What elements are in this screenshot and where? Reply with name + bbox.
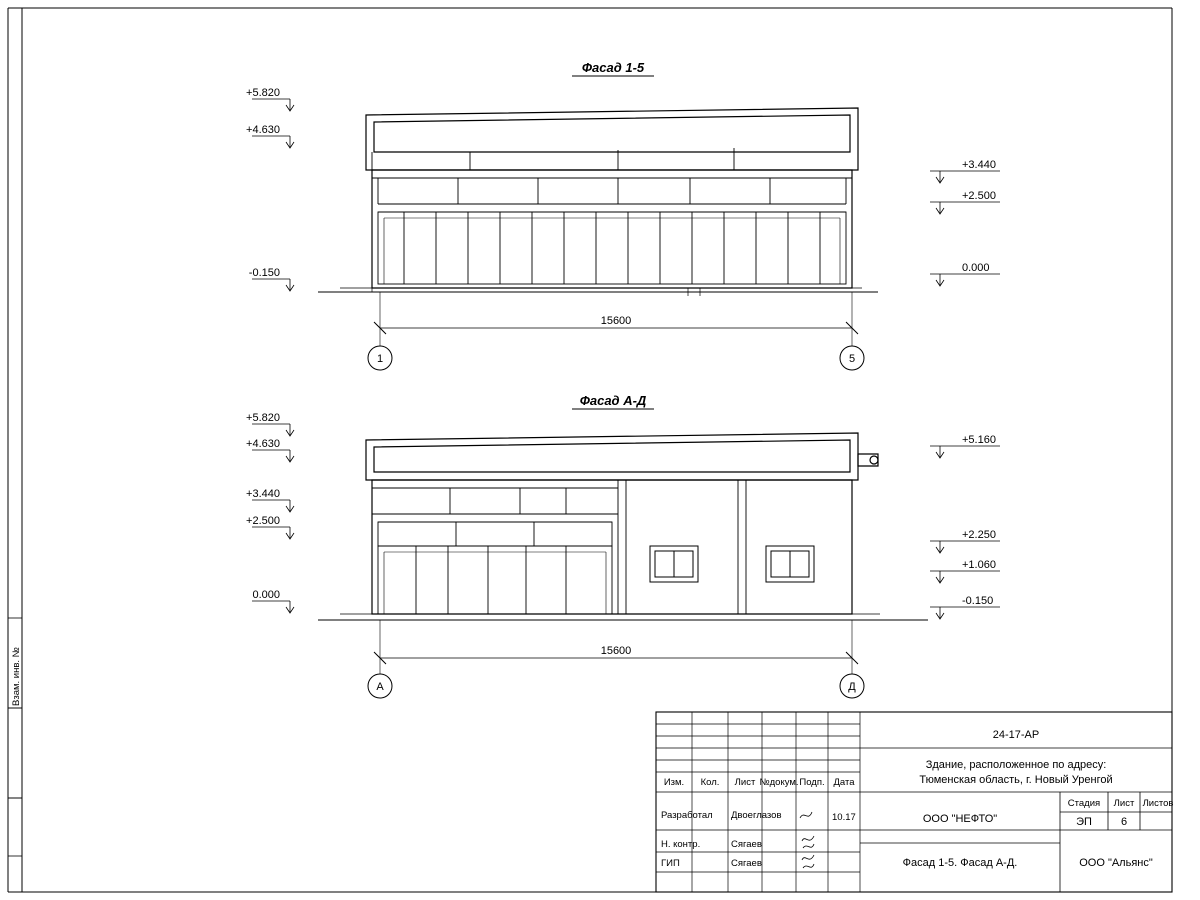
level-mark-text: +4.630: [246, 438, 280, 450]
sheet-header: Лист: [1113, 798, 1135, 809]
facade-1-5-group: [246, 60, 1000, 370]
title-block: [656, 712, 1173, 892]
level-mark-text: +5.820: [246, 412, 280, 424]
facade-a-d-upper-glazing: [378, 522, 612, 546]
signature-mark: [800, 812, 814, 868]
role-label: Разработал: [661, 810, 713, 821]
object-address-line1: Здание, расположенное по адресу:: [925, 759, 1107, 771]
axis-label: Д: [848, 681, 856, 693]
level-mark-text: +2.500: [246, 515, 280, 527]
overall-dimension-text: 15600: [600, 315, 632, 327]
axis-label: 1: [376, 353, 384, 365]
customer-name: ООО "НЕФТО": [922, 813, 998, 825]
level-mark-text: +5.820: [246, 87, 280, 99]
role-name: Сягаев: [731, 858, 762, 869]
facade-a-d-outline: [366, 433, 878, 614]
col-header-izm: Изм.: [663, 777, 685, 788]
facade-a-d-ground: [318, 614, 928, 620]
stage-value: ЭП: [1076, 816, 1092, 828]
facade-a-d-storefront: [378, 546, 612, 614]
role-date: 10.17: [832, 812, 856, 823]
level-mark-text: +3.440: [246, 488, 280, 500]
side-stamp-label: Взам. инв. №: [11, 647, 22, 706]
level-mark-text: -0.150: [248, 267, 280, 279]
facade-1-5-dimension: [374, 292, 858, 360]
role-label: Н. контр.: [661, 839, 701, 850]
facade-1-5-left-marks: [246, 87, 294, 291]
role-name: Сягаев: [731, 839, 762, 850]
overall-dimension-text: 15600: [600, 645, 632, 657]
level-mark-text: 0.000: [962, 262, 990, 274]
sheet-number: 24-17-АР: [992, 729, 1040, 741]
facade-a-d-dimension: [374, 620, 858, 688]
level-mark-text: 0.000: [252, 589, 280, 601]
level-mark-text: -0.150: [962, 595, 994, 607]
stage-header: Стадия: [1067, 798, 1101, 809]
axis-label: А: [376, 681, 384, 693]
col-header-data: Дата: [833, 777, 855, 788]
level-mark-text: +1.060: [962, 559, 996, 571]
facade-1-5-ground: [318, 288, 878, 296]
facade-1-5-storefront: [378, 212, 846, 284]
level-mark-text: +5.160: [962, 434, 996, 446]
level-mark-text: +2.500: [962, 190, 996, 202]
facade-a-d-group: [246, 393, 1000, 698]
role-label: ГИП: [661, 858, 680, 869]
facade-1-5-right-marks: [930, 159, 1000, 286]
facade-a-d-windows: [650, 546, 814, 582]
col-header-ndokum: №докум.: [759, 777, 799, 788]
facade-1-5-upper-glazing: [372, 148, 846, 204]
role-name: Двоеглазов: [731, 810, 782, 821]
sheet-name: Фасад 1-5. Фасад А-Д.: [902, 857, 1018, 869]
axis-label: 5: [848, 353, 856, 365]
facade-1-5-axis-markers: [368, 346, 864, 370]
facade-a-d-panels: [372, 480, 746, 614]
sheet-value: 6: [1120, 816, 1128, 828]
sheets-total-header: Листов: [1142, 798, 1174, 809]
level-mark-text: +4.630: [246, 124, 280, 136]
col-header-podp: Подп.: [799, 777, 825, 788]
facade-a-d-left-marks: [246, 412, 294, 613]
object-address-line2: Тюменская область, г. Новый Уренгой: [919, 774, 1113, 786]
facade-1-5-outline: [366, 108, 858, 288]
facade-a-d-title: Фасад А-Д: [579, 393, 647, 408]
facade-1-5-bands: [372, 178, 852, 212]
col-header-list: Лист: [734, 777, 756, 788]
designer-name: ООО "Альянс": [1079, 857, 1153, 869]
facade-a-d-right-marks: [930, 434, 1000, 619]
level-mark-text: +3.440: [962, 159, 996, 171]
level-mark-text: +2.250: [962, 529, 996, 541]
facade-a-d-axis-markers: [368, 674, 864, 698]
col-header-kol: Кол.: [700, 777, 720, 788]
facade-1-5-title: Фасад 1-5: [581, 60, 645, 75]
